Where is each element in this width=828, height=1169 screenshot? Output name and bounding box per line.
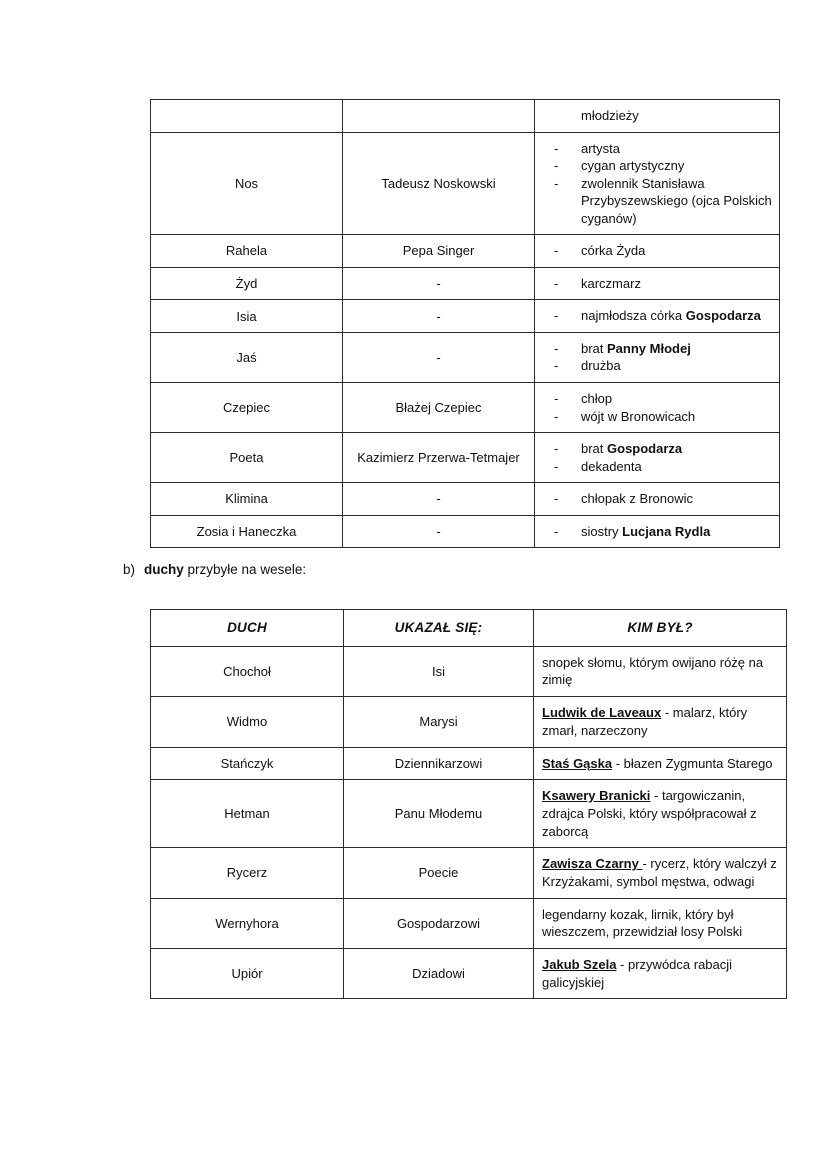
character-role-cell: Żyd	[151, 267, 343, 300]
character-description-cell	[535, 483, 780, 516]
dash-bullet-icon: -	[554, 408, 559, 424]
ghost-identity-cell	[534, 646, 787, 696]
table-row	[151, 100, 780, 133]
ghost-identity-text: - rycerz, który walczył z Krzyżakami, symbol męstwa, odwagi	[542, 856, 777, 889]
ghost-name-cell: Hetman	[151, 780, 344, 848]
description-list-item	[535, 140, 773, 158]
character-actor-cell: Błażej Czepiec	[343, 383, 535, 433]
character-description-cell	[535, 433, 780, 483]
section-label-b	[123, 561, 306, 579]
description-list-item	[535, 490, 773, 508]
ghost-identity-cell	[534, 780, 787, 848]
table-row	[151, 898, 787, 948]
description-text: brat	[581, 340, 608, 356]
table-row	[151, 948, 787, 998]
description-text: wójt w Bronowicach	[581, 408, 696, 424]
description-list-item	[535, 307, 773, 325]
column-header-duch: DUCH	[151, 610, 344, 647]
ghost-identity-text: - malarz, który zmarł, narzeczony	[542, 705, 748, 738]
description-text: zwolennik Stanisława Przybyszewskiego (ojca Polskich cyganów)	[581, 175, 772, 226]
description-list	[535, 490, 773, 508]
description-list-item	[535, 357, 773, 375]
table-row	[151, 697, 787, 747]
description-text: córka Żyda	[581, 243, 646, 259]
description-list-item	[535, 175, 773, 228]
character-role-cell: Rahela	[151, 235, 343, 268]
description-list-item	[535, 242, 773, 260]
dash-bullet-icon: -	[554, 340, 559, 356]
characters-table	[150, 99, 780, 548]
character-actor-cell: -	[343, 332, 535, 382]
character-role-cell: Zosia i Haneczka	[151, 515, 343, 548]
description-emphasis: Gospodarza	[685, 308, 761, 324]
character-description-cell	[535, 100, 780, 133]
description-list	[535, 307, 773, 325]
character-actor-cell: Tadeusz Noskowski	[343, 132, 535, 235]
description-list	[535, 390, 773, 425]
ghost-target-cell: Isi	[344, 646, 534, 696]
description-emphasis: Panny Młodej	[607, 340, 691, 356]
ghost-target-cell: Dziadowi	[344, 948, 534, 998]
ghosts-table-header-row	[151, 610, 787, 647]
table-row	[151, 515, 780, 548]
table-row	[151, 383, 780, 433]
dash-bullet-icon: -	[554, 158, 559, 174]
description-list-item	[535, 408, 773, 426]
character-actor-cell: Kazimierz Przerwa-Tetmajer	[343, 433, 535, 483]
ghost-target-cell: Poecie	[344, 848, 534, 898]
description-list-item	[535, 390, 773, 408]
table-row	[151, 848, 787, 898]
ghost-identity-text: - targowiczanin, zdrajca Polski, który współpracował z zaborcą	[542, 788, 757, 839]
description-text: chłop	[581, 391, 613, 407]
ghost-identity-cell	[534, 898, 787, 948]
character-actor-cell: -	[343, 483, 535, 516]
character-description-cell	[535, 132, 780, 235]
character-role-cell: Czepiec	[151, 383, 343, 433]
dash-bullet-icon: -	[554, 458, 559, 474]
ghost-target-cell: Dziennikarzowi	[344, 747, 534, 780]
ghost-identity-cell	[534, 948, 787, 998]
ghost-name-cell: Rycerz	[151, 848, 344, 898]
description-list-item	[535, 340, 773, 358]
description-text: najmłodsza córka	[581, 308, 686, 324]
description-list-item	[535, 458, 773, 476]
ghost-target-cell: Panu Młodemu	[344, 780, 534, 848]
description-list	[535, 140, 773, 228]
column-header-ukazal-sie: UKAZAŁ SIĘ:	[344, 610, 534, 647]
ghosts-table-body	[151, 646, 787, 998]
ghost-target-cell: Marysi	[344, 697, 534, 747]
dash-bullet-icon: -	[554, 491, 559, 507]
description-emphasis: Gospodarza	[607, 441, 683, 457]
description-line: młodzieży	[581, 108, 639, 123]
dash-bullet-icon: -	[554, 391, 559, 407]
character-role-cell	[151, 100, 343, 133]
section-marker: b)	[123, 562, 136, 577]
ghost-real-name: Ksawery Branicki	[542, 788, 651, 804]
ghost-real-name: Ludwik de Laveaux	[542, 705, 662, 721]
ghost-name-cell: Chochoł	[151, 646, 344, 696]
description-list	[535, 340, 773, 375]
description-list	[535, 242, 773, 260]
table-row	[151, 780, 787, 848]
table-row	[151, 747, 787, 780]
dash-bullet-icon: -	[554, 441, 559, 457]
dash-bullet-icon: -	[554, 275, 559, 291]
ghost-real-name: Zawisza Czarny	[542, 856, 643, 872]
ghost-identity-text: snopek słomu, którym owijano różę na zimię	[542, 654, 764, 688]
character-actor-cell: Pepa Singer	[343, 235, 535, 268]
description-list-item	[535, 440, 773, 458]
dash-bullet-icon: -	[554, 523, 559, 539]
column-header-kim-byl: KIM BYŁ?	[534, 610, 787, 647]
character-description-cell	[535, 383, 780, 433]
description-text: cygan artystyczny	[581, 158, 685, 174]
table-row	[151, 483, 780, 516]
ghost-identity-text: - przywódca rabacji galicyjskiej	[542, 956, 733, 990]
table-row	[151, 332, 780, 382]
character-description-cell	[535, 515, 780, 548]
section-text: przybyłe na wesele:	[183, 562, 307, 577]
characters-table-body	[151, 100, 780, 548]
table-row	[151, 433, 780, 483]
ghost-target-cell: Gospodarzowi	[344, 898, 534, 948]
character-role-cell: Jaś	[151, 332, 343, 382]
description-emphasis: Lucjana Rydla	[622, 523, 711, 539]
character-actor-cell: -	[343, 515, 535, 548]
character-actor-cell: -	[343, 267, 535, 300]
description-list-item	[535, 523, 773, 541]
description-text: drużba	[581, 358, 621, 374]
character-description-cell	[535, 332, 780, 382]
description-list	[535, 523, 773, 541]
description-text: karczmarz	[581, 275, 641, 291]
ghost-name-cell: Stańczyk	[151, 747, 344, 780]
description-text: dekadenta	[581, 458, 642, 474]
description-list	[535, 275, 773, 293]
description-list-item	[535, 157, 773, 175]
character-role-cell: Nos	[151, 132, 343, 235]
character-description-cell	[535, 300, 780, 333]
dash-bullet-icon: -	[554, 243, 559, 259]
ghost-name-cell: Widmo	[151, 697, 344, 747]
ghosts-table	[150, 609, 787, 999]
description-text: artysta	[581, 140, 621, 156]
description-text: siostry	[581, 523, 623, 539]
description-text: brat	[581, 441, 608, 457]
dash-bullet-icon: -	[554, 140, 559, 156]
table-row	[151, 235, 780, 268]
dash-bullet-icon: -	[554, 175, 559, 191]
ghost-identity-text: legendarny kozak, lirnik, który był wieszczem, przewidział losy Polski	[542, 906, 743, 940]
ghost-real-name: Staś Gąska	[542, 755, 613, 771]
ghost-name-cell: Upiór	[151, 948, 344, 998]
character-role-cell: Klimina	[151, 483, 343, 516]
description-list-item	[535, 275, 773, 293]
character-actor-cell	[343, 100, 535, 133]
description-text: chłopak z Bronowic	[581, 491, 693, 507]
ghost-real-name: Jakub Szela	[542, 956, 617, 972]
ghost-identity-cell	[534, 848, 787, 898]
table-row	[151, 267, 780, 300]
dash-bullet-icon: -	[554, 358, 559, 374]
character-description-cell	[535, 235, 780, 268]
character-role-cell: Poeta	[151, 433, 343, 483]
ghost-identity-cell	[534, 747, 787, 780]
ghost-name-cell: Wernyhora	[151, 898, 344, 948]
ghost-identity-cell	[534, 697, 787, 747]
character-actor-cell: -	[343, 300, 535, 333]
description-list	[535, 440, 773, 475]
character-description-cell	[535, 267, 780, 300]
table-row	[151, 646, 787, 696]
table-row	[151, 132, 780, 235]
table-row	[151, 300, 780, 333]
section-keyword: duchy	[144, 562, 184, 577]
character-role-cell: Isia	[151, 300, 343, 333]
dash-bullet-icon: -	[554, 308, 559, 324]
ghost-identity-text: - błazen Zygmunta Starego	[612, 755, 773, 771]
